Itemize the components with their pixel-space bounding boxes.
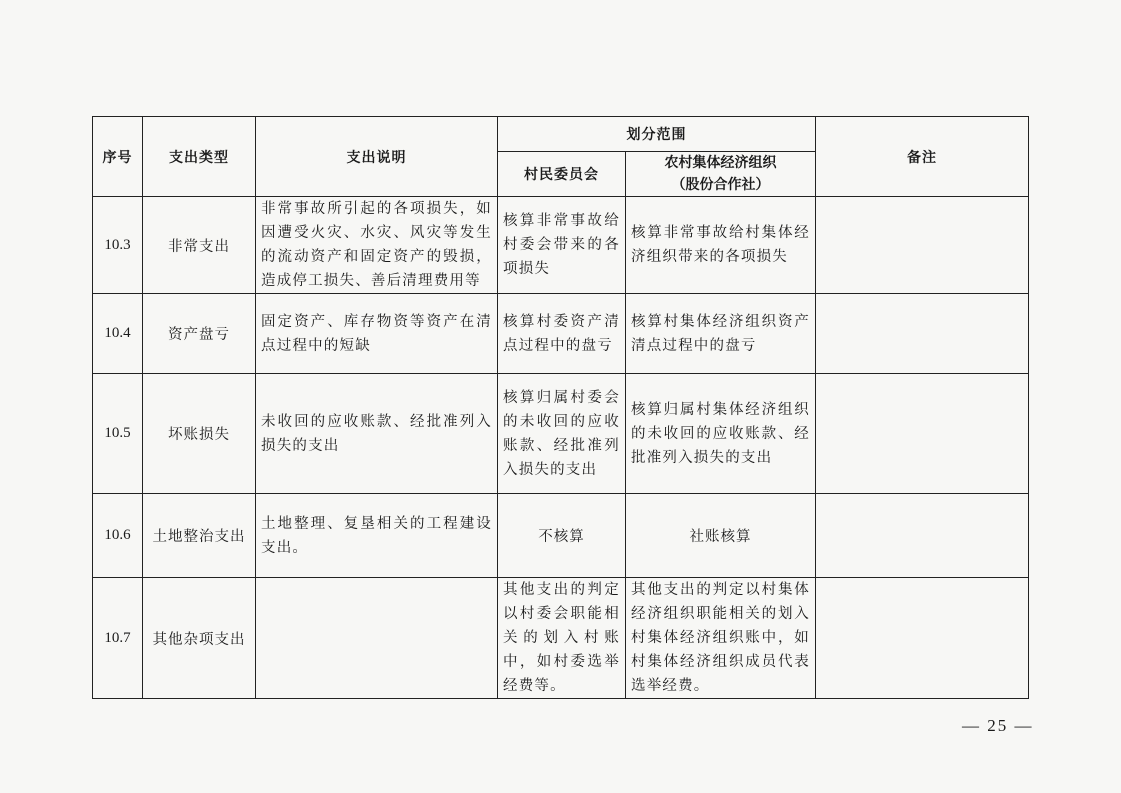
- row-seq: 10.5: [93, 374, 143, 494]
- row-collective: 核算非常事故给村集体经济组织带来的各项损失: [626, 197, 816, 294]
- row-type: 非常支出: [143, 197, 256, 294]
- row-collective: 核算归属村集体经济组织的未收回的应收账款、经批准列入损失的支出: [626, 374, 816, 494]
- table-row: [93, 494, 1029, 578]
- row-type: 其他杂项支出: [143, 578, 256, 699]
- header-remark: 备注: [816, 117, 1029, 197]
- table-row: [93, 294, 1029, 374]
- row-village: 核算归属村委会的未收回的应收账款、经批准列入损失的支出: [498, 374, 626, 494]
- header-desc: 支出说明: [256, 117, 498, 197]
- row-collective: 其他支出的判定以村集体经济组织职能相关的划入村集体经济组织账中，如村集体经济组织成员代表选举经费。: [626, 578, 816, 699]
- table-header-row: [93, 117, 1029, 152]
- row-type: 土地整治支出: [143, 494, 256, 578]
- header-village-committee: 村民委员会: [498, 152, 626, 197]
- row-village: 不核算: [498, 494, 626, 578]
- header-collective-main: 农村集体经济组织: [664, 155, 777, 171]
- row-remark: [816, 578, 1029, 699]
- row-type: 资产盘亏: [143, 294, 256, 374]
- row-collective: 社账核算: [626, 494, 816, 578]
- header-type: 支出类型: [143, 117, 256, 197]
- row-desc: 非常事故所引起的各项损失，如因遭受火灾、水灾、风灾等发生的流动资产和固定资产的毁损，造成停工损失、善后清理费用等: [256, 197, 498, 294]
- row-village: 其他支出的判定以村委会职能相关的划入村账中，如村委选举经费等。: [498, 578, 626, 699]
- row-type: 坏账损失: [143, 374, 256, 494]
- table-row: [93, 374, 1029, 494]
- row-seq: 10.7: [93, 578, 143, 699]
- row-desc: [256, 578, 498, 699]
- row-seq: 10.6: [93, 494, 143, 578]
- row-remark: [816, 374, 1029, 494]
- row-remark: [816, 294, 1029, 374]
- header-collective-sub: （股份合作社）: [671, 177, 770, 193]
- row-desc: 土地整理、复垦相关的工程建设支出。: [256, 494, 498, 578]
- row-seq: 10.4: [93, 294, 143, 374]
- row-remark: [816, 494, 1029, 578]
- header-collective: [626, 152, 816, 197]
- row-remark: [816, 197, 1029, 294]
- table-row: [93, 578, 1029, 699]
- table-row: [93, 197, 1029, 294]
- row-seq: 10.3: [93, 197, 143, 294]
- page-number: — 25 —: [962, 716, 1034, 735]
- row-desc: 未收回的应收账款、经批准列入损失的支出: [256, 374, 498, 494]
- row-village: 核算村委资产清点过程中的盘亏: [498, 294, 626, 374]
- row-collective: 核算村集体经济组织资产清点过程中的盘亏: [626, 294, 816, 374]
- header-scope: 划分范围: [498, 117, 816, 152]
- row-desc: 固定资产、库存物资等资产在清点过程中的短缺: [256, 294, 498, 374]
- expense-classification-table: [92, 116, 1029, 699]
- row-village: 核算非常事故给村委会带来的各项损失: [498, 197, 626, 294]
- header-seq: 序号: [93, 117, 143, 197]
